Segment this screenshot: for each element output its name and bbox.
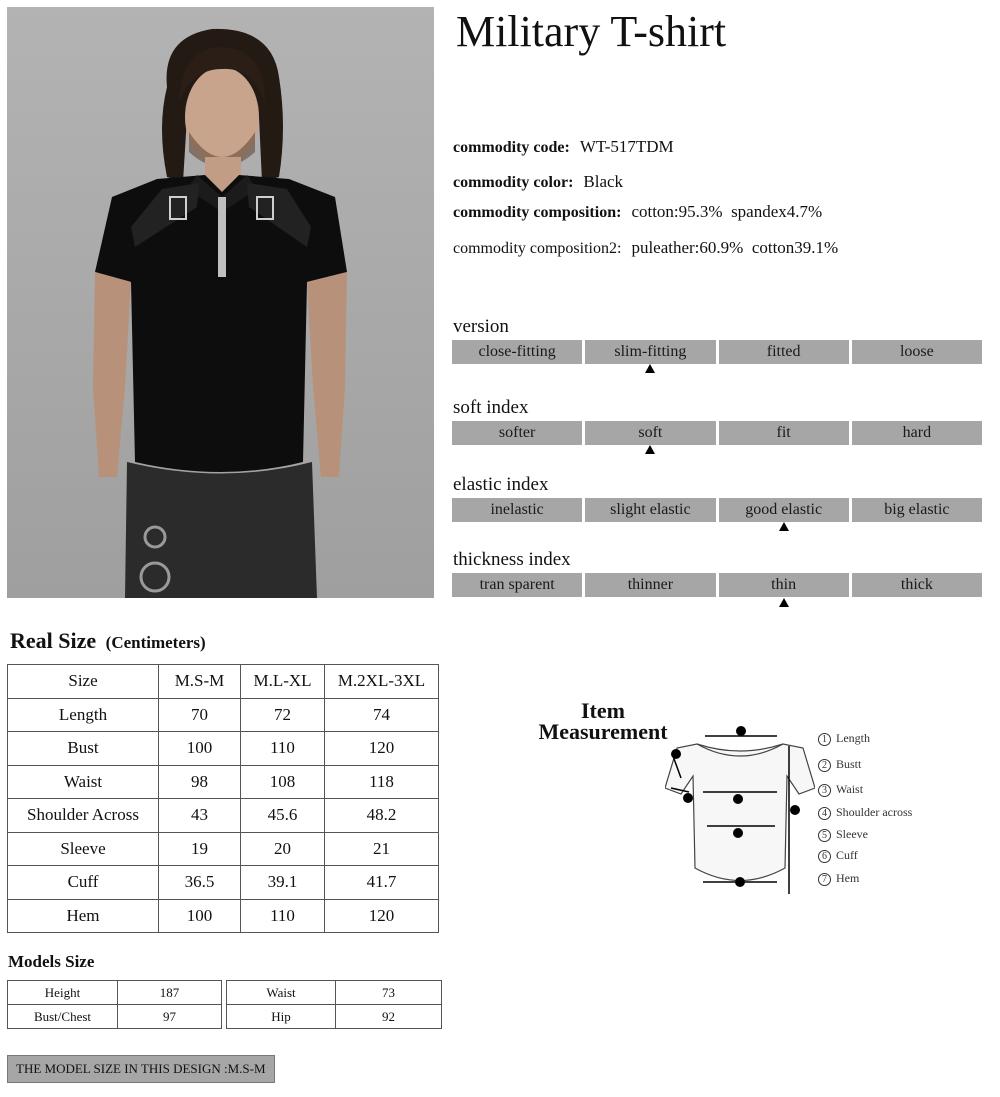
table-row: [227, 981, 442, 1005]
row-label: Waist: [8, 765, 159, 799]
commodity-color-label: commodity color:: [453, 174, 574, 191]
model-measure-label: Hip: [227, 1005, 336, 1029]
table-cell: 21: [325, 832, 439, 866]
row-label: Cuff: [8, 866, 159, 900]
model-measure-value: 73: [336, 981, 442, 1005]
legend-label: Waist: [836, 782, 864, 796]
table-cell: 72: [241, 698, 325, 732]
table-row: [8, 899, 439, 933]
legend-label: Hem: [836, 871, 860, 885]
table-cell: 39.1: [241, 866, 325, 900]
thickness-index-title: thickness index: [453, 549, 571, 570]
table-cell: 74: [325, 698, 439, 732]
elastic-index-selected-marker: [779, 522, 789, 531]
soft-index-option: soft: [585, 421, 715, 445]
row-label: Sleeve: [8, 832, 159, 866]
commodity-color-row: [453, 172, 623, 192]
legend-number: 1: [818, 733, 831, 746]
table-cell: 70: [159, 698, 241, 732]
model-measure-value: 187: [118, 981, 222, 1005]
model-measure-value: 97: [118, 1005, 222, 1029]
measurement-marker-6: [683, 793, 693, 803]
table-cell: 100: [159, 732, 241, 766]
legend-item: [818, 731, 870, 746]
version-option: loose: [852, 340, 982, 364]
legend-number: 2: [818, 759, 831, 772]
thickness-index-option: thinner: [585, 573, 715, 597]
measurement-marker-4: [736, 726, 746, 736]
table-row: [8, 698, 439, 732]
model-measure-value: 92: [336, 1005, 442, 1029]
product-photo: [7, 7, 434, 598]
legend-number: 7: [818, 873, 831, 886]
version-bar: [452, 340, 982, 364]
soft-index-option: softer: [452, 421, 582, 445]
model-measure-label: Waist: [227, 981, 336, 1005]
models-size-title: Models Size: [8, 952, 95, 971]
elastic-index-option: big elastic: [852, 498, 982, 522]
thickness-index-option: thin: [719, 573, 849, 597]
models-size-table-left: [7, 980, 222, 1029]
model-measure-label: Height: [8, 981, 118, 1005]
legend-number: 5: [818, 829, 831, 842]
table-cell: 110: [241, 899, 325, 933]
row-label: Length: [8, 698, 159, 732]
elastic-index-option: inelastic: [452, 498, 582, 522]
version-option: slim-fitting: [585, 340, 715, 364]
version-option: close-fitting: [452, 340, 582, 364]
table-cell: 98: [159, 765, 241, 799]
soft-index-option: hard: [852, 421, 982, 445]
measurement-marker-5: [671, 749, 681, 759]
column-header: M.L-XL: [241, 665, 325, 699]
product-title: Military T-shirt: [456, 7, 727, 56]
legend-number: 3: [818, 784, 831, 797]
commodity-composition2-value: puleather:60.9% cotton39.1%: [631, 238, 839, 257]
thickness-index-bar: [452, 573, 982, 597]
soft-index-option: fit: [719, 421, 849, 445]
legend-item: [818, 871, 859, 886]
table-header-row: [8, 665, 439, 699]
commodity-color-value: Black: [583, 172, 624, 191]
table-row: [8, 1005, 222, 1029]
legend-number: 6: [818, 850, 831, 863]
legend-label: Bustt: [836, 757, 862, 771]
legend-item: [818, 782, 863, 797]
tshirt-measurement-diagram: [665, 718, 815, 898]
soft-index-title: soft index: [453, 397, 529, 418]
table-row: [8, 765, 439, 799]
table-cell: 20: [241, 832, 325, 866]
commodity-composition-row: [453, 202, 822, 222]
commodity-composition-label: commodity composition:: [453, 204, 622, 221]
model-measure-label: Bust/Chest: [8, 1005, 118, 1029]
table-cell: 108: [241, 765, 325, 799]
legend-label: Sleeve: [836, 827, 868, 841]
item-measurement-title: [524, 700, 682, 742]
commodity-composition2-row: [453, 238, 838, 258]
table-cell: 48.2: [325, 799, 439, 833]
table-row: [227, 1005, 442, 1029]
measurement-marker-3: [733, 828, 743, 838]
real-size-unit: (Centimeters): [105, 633, 206, 652]
legend-number: 4: [818, 807, 831, 820]
real-size-heading: Real Size: [10, 628, 97, 653]
commodity-code-value: WT-517TDM: [579, 137, 674, 156]
table-cell: 100: [159, 899, 241, 933]
elastic-index-bar: [452, 498, 982, 522]
column-header: M.S-M: [159, 665, 241, 699]
row-label: Hem: [8, 899, 159, 933]
measurement-marker-7: [735, 877, 745, 887]
legend-item: [818, 757, 861, 772]
legend-label: Length: [836, 731, 870, 745]
thickness-index-option: thick: [852, 573, 982, 597]
version-title: version: [453, 316, 509, 337]
table-row: [8, 799, 439, 833]
commodity-composition-value: cotton:95.3% spandex4.7%: [631, 202, 823, 221]
item-measurement-title-line1: Item: [581, 698, 625, 723]
measurement-marker-2: [733, 794, 743, 804]
table-cell: 36.5: [159, 866, 241, 900]
legend-item: [818, 827, 868, 842]
column-header: M.2XL-3XL: [325, 665, 439, 699]
commodity-code-row: [453, 137, 674, 157]
table-cell: 120: [325, 732, 439, 766]
real-size-title: [10, 628, 206, 654]
table-cell: 118: [325, 765, 439, 799]
thickness-index-option: tran sparent: [452, 573, 582, 597]
table-cell: 120: [325, 899, 439, 933]
table-cell: 41.7: [325, 866, 439, 900]
row-label: Shoulder Across: [8, 799, 159, 833]
legend-item: [818, 848, 858, 863]
table-row: [8, 832, 439, 866]
table-cell: 19: [159, 832, 241, 866]
version-selected-marker: [645, 364, 655, 373]
item-measurement-title-line2: Measurement: [538, 719, 668, 744]
legend-label: Shoulder across: [836, 805, 913, 819]
elastic-index-title: elastic index: [453, 474, 549, 495]
table-cell: 43: [159, 799, 241, 833]
model-size-note: THE MODEL SIZE IN THIS DESIGN :M.S-M: [7, 1055, 275, 1083]
soft-index-selected-marker: [645, 445, 655, 454]
elastic-index-option: slight elastic: [585, 498, 715, 522]
table-row: [8, 981, 222, 1005]
row-label: Bust: [8, 732, 159, 766]
table-cell: 110: [241, 732, 325, 766]
commodity-composition2-label: commodity composition2:: [453, 240, 622, 257]
table-cell: 45.6: [241, 799, 325, 833]
legend-label: Cuff: [836, 848, 858, 862]
legend-item: [818, 805, 912, 820]
size-table: [7, 664, 439, 933]
table-row: [8, 866, 439, 900]
table-row: [8, 732, 439, 766]
elastic-index-option: good elastic: [719, 498, 849, 522]
soft-index-bar: [452, 421, 982, 445]
version-option: fitted: [719, 340, 849, 364]
measurement-marker-1: [790, 805, 800, 815]
commodity-code-label: commodity code:: [453, 139, 570, 156]
thickness-index-selected-marker: [779, 598, 789, 607]
models-size-table-right: [226, 980, 442, 1029]
column-header: Size: [8, 665, 159, 699]
